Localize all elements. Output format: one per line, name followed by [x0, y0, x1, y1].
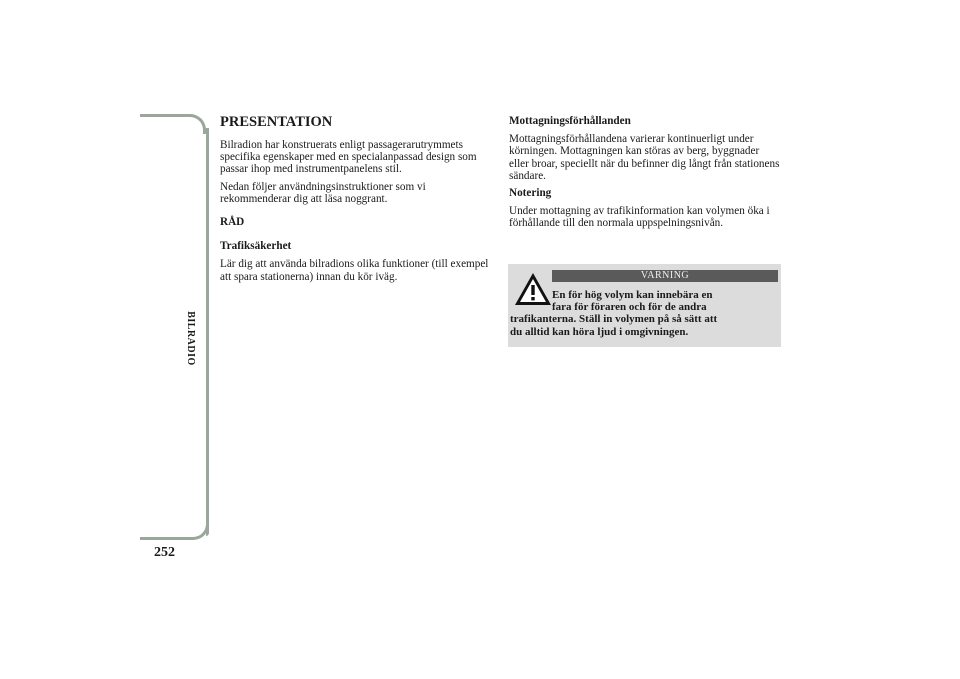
warning-text: [510, 289, 775, 338]
frame-top-corner: [186, 114, 206, 134]
page-number: 252: [154, 545, 175, 560]
advice-heading: RÅD: [220, 216, 245, 229]
warning-label: VARNING: [552, 270, 778, 282]
traffic-safety-heading: Trafiksäkerhet: [220, 240, 292, 253]
frame-top-line: [140, 114, 192, 117]
intro-paragraph-2: Nedan följer användningsinstruktioner som vi rekommenderar dig att läsa noggrant.: [220, 180, 426, 205]
warning-line-2: fara för föraren och för de andra: [552, 301, 707, 314]
chapter-side-tab: [180, 308, 200, 368]
warning-line-1: En för hög volym kan innebära en: [552, 289, 713, 301]
chapter-label: BILRADIO: [184, 310, 196, 366]
reception-heading: Mottagningsförhållanden: [509, 115, 631, 127]
traffic-safety-paragraph: Lär dig att använda bilradions olika funktioner (till exempel att spara stationerna) innan du kör iväg.: [220, 258, 489, 283]
note-heading: Notering: [509, 187, 552, 200]
frame-bottom-line: [140, 537, 190, 540]
section-title: PRESENTATION: [220, 114, 333, 130]
left-column: [220, 114, 498, 288]
frame-vertical-line: [206, 128, 209, 536]
warning-line-4: du alltid kan höra ljud i omgivningen.: [510, 325, 689, 338]
reception-paragraph: Mottagningsförhållandena varierar kontinuerligt under körningen. Mottagningen kan störas av berg, byggnader eller broar, speciellt när du befinner dig långt från stationens sändare.: [509, 133, 780, 182]
warning-line-3: trafikanterna. Ställ in volymen på så sätt att: [510, 313, 718, 326]
note-paragraph: Under mottagning av trafikinformation kan volymen öka i förhållande till den normala uppspelningsnivån.: [509, 205, 770, 230]
warning-box: [508, 264, 781, 347]
intro-paragraph-1: Bilradion har konstruerats enligt passagerarutrymmets specifika egenskaper med en specialanpassad design som passar ihop med instrumentpanelens stil.: [220, 139, 477, 176]
right-column: [509, 115, 781, 235]
